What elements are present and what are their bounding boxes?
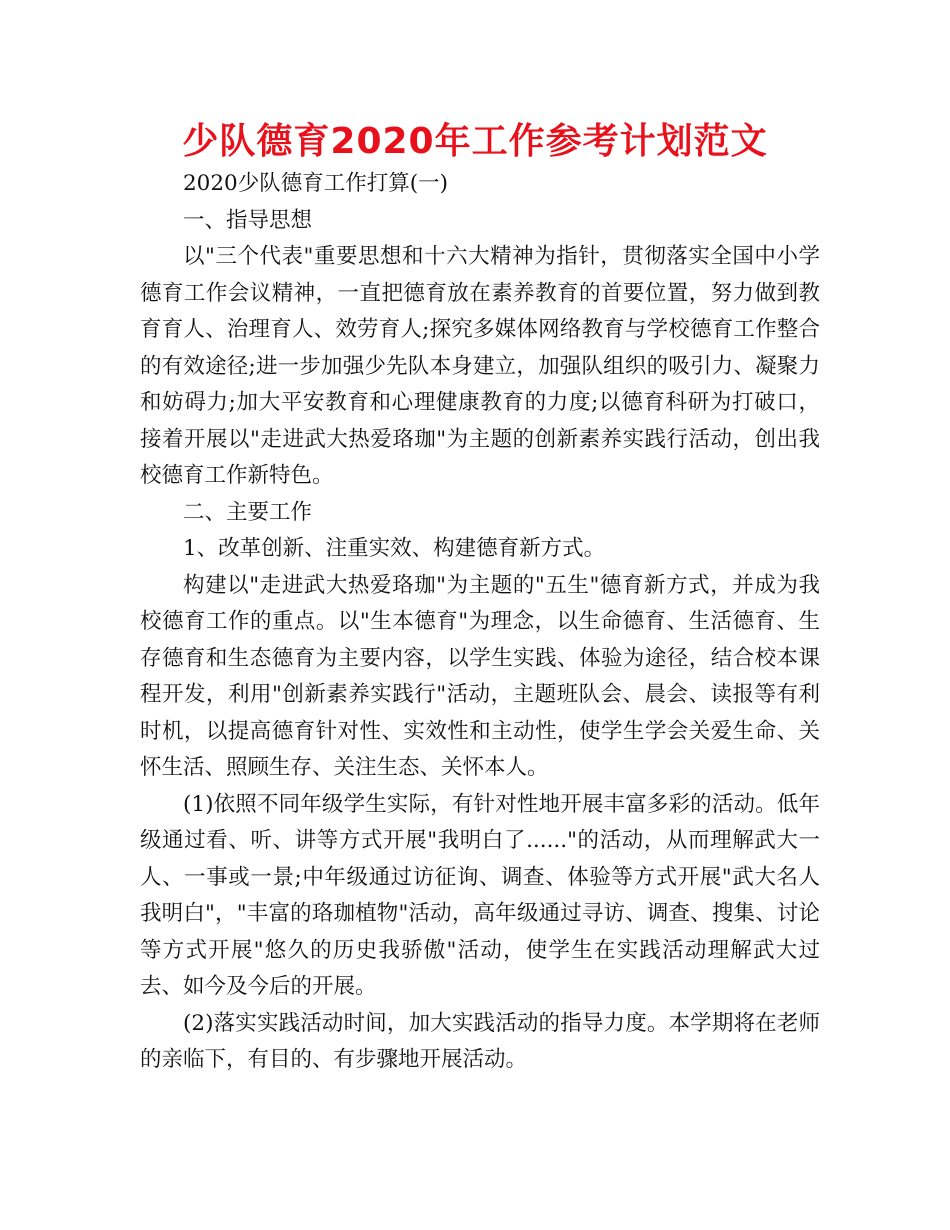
paragraph-moral-education-mode: 构建以"走进武大热爱珞珈"为主题的"五生"德育新方式，并成为我校德育工作的重点。以"生本德育"为理念，以生命德育、生活德育、生存德育和生态德育为主要内容，以学生实践、体验为途径，结合校本课程开发，利用"创新素养实践行"活动，主题班队会、晨会、读报等有利时机，以提高德育针对性、实效性和主动性，使学生学会关爱生命、关怀生活、照顾生存、关注生态、关怀本人。 <box>140 572 820 780</box>
paragraph-guiding-ideology: 以"三个代表"重要思想和十六大精神为指针，贯彻落实全国中小学德育工作会议精神，一直把德育放在素养教育的首要位置，努力做到教育育人、治理育人、效劳育人;探究多媒体网络教育与学校德育工作整合的有效途径;进一步加强少先队本身建立，加强队组织的吸引力、凝聚力和妨碍力;加大平安教育和心理健康教育的力度;以德育科研为打破口，接着开展以"走进武大热爱珞珈"为主题的创新素养实践行活动，创出我校德育工作新特色。 <box>140 244 820 488</box>
paragraph-point-1: (1)依照不同年级学生实际，有针对性地开展丰富多彩的活动。低年级通过看、听、讲等方式开展"我明白了......"的活动，从而理解武大一人、一事或一景;中年级通过访征询、调查、体验等方式开展"武大名人我明白"，"丰富的珞珈植物"活动，高年级通过寻访、调查、搜集、讨论等方式开展"悠久的历史我骄傲"活动，使学生在实践活动理解武大过去、如今及今后的开展。 <box>140 791 820 999</box>
section-heading-main-work: 二、主要工作 <box>183 499 313 525</box>
document-title: 少队德育2020年工作参考计划范文 <box>182 121 768 162</box>
paragraph-point-2: (2)落实实践活动时间，加大实践活动的指导力度。本学期将在老师的亲临下，有目的、有步骤地开展活动。 <box>140 1010 820 1072</box>
document-body <box>140 166 820 1079</box>
subheading-item-1: 1、改革创新、注重实效、构建德育新方式。 <box>183 536 606 561</box>
section-heading-guiding-ideology: 一、指导思想 <box>183 207 313 233</box>
paragraph-plan-heading: 2020少队德育工作打算(一) <box>183 171 448 196</box>
